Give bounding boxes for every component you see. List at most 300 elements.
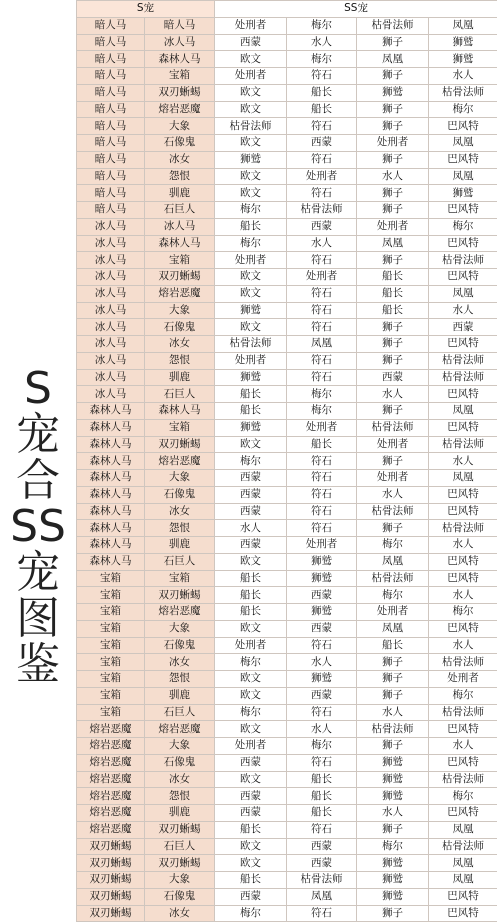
- s-pet-cell: 石像鬼: [145, 486, 215, 503]
- ss-pet-cell: 处刑者: [287, 269, 357, 286]
- s-pet-cell: 熔岩恶魔: [145, 604, 215, 621]
- ss-pet-cell: 欧文: [215, 319, 287, 336]
- ss-pet-cell: 狮鹫: [429, 185, 497, 202]
- side-title-char: 鉴: [0, 642, 76, 688]
- ss-pet-cell: 枯骨法师: [287, 202, 357, 219]
- s-pet-header: S宠: [77, 1, 215, 18]
- s-pet-cell: 宝箱: [145, 252, 215, 269]
- s-pet-cell: 暗人马: [77, 185, 145, 202]
- side-title: [0, 366, 76, 688]
- s-pet-cell: 森林人马: [77, 553, 145, 570]
- table-row: [77, 68, 497, 85]
- s-pet-cell: 森林人马: [77, 537, 145, 554]
- table-row: [77, 135, 497, 152]
- ss-pet-cell: 水人: [429, 453, 497, 470]
- s-pet-cell: 石巨人: [145, 553, 215, 570]
- ss-pet-cell: 符石: [287, 151, 357, 168]
- s-pet-cell: 石巨人: [145, 386, 215, 403]
- table-row: [77, 537, 497, 554]
- ss-pet-cell: 狮鹫: [357, 754, 429, 771]
- ss-pet-cell: 西蒙: [287, 135, 357, 152]
- table-row: [77, 51, 497, 68]
- ss-pet-cell: 凤凰: [429, 855, 497, 872]
- ss-pet-cell: 符石: [287, 352, 357, 369]
- ss-pet-cell: 欧文: [215, 185, 287, 202]
- s-pet-cell: 森林人马: [77, 403, 145, 420]
- ss-pet-cell: 凤凰: [429, 135, 497, 152]
- s-pet-cell: 石巨人: [145, 202, 215, 219]
- ss-pet-cell: 枯骨法师: [357, 570, 429, 587]
- table-row: [77, 369, 497, 386]
- ss-pet-cell: 狮子: [357, 905, 429, 922]
- ss-pet-cell: 狮子: [357, 151, 429, 168]
- s-pet-cell: 宝箱: [77, 570, 145, 587]
- ss-pet-cell: 船长: [287, 84, 357, 101]
- ss-pet-cell: 梅尔: [215, 905, 287, 922]
- ss-pet-cell: 处刑者: [357, 135, 429, 152]
- s-pet-cell: 石像鬼: [145, 888, 215, 905]
- s-pet-cell: 熔岩恶魔: [145, 721, 215, 738]
- ss-pet-cell: 枯骨法师: [357, 419, 429, 436]
- s-pet-cell: 大象: [145, 470, 215, 487]
- ss-pet-cell: 狮子: [357, 252, 429, 269]
- s-pet-cell: 双刃蜥蜴: [77, 888, 145, 905]
- ss-pet-cell: 梅尔: [287, 403, 357, 420]
- ss-pet-cell: 符石: [287, 453, 357, 470]
- ss-pet-cell: 船长: [357, 285, 429, 302]
- ss-pet-cell: 符石: [287, 302, 357, 319]
- s-pet-cell: 熔岩恶魔: [77, 754, 145, 771]
- s-pet-cell: 双刃蜥蜴: [145, 855, 215, 872]
- ss-pet-cell: 梅尔: [429, 788, 497, 805]
- s-pet-cell: 熔岩恶魔: [77, 805, 145, 822]
- ss-pet-cell: 狮子: [357, 403, 429, 420]
- ss-pet-cell: 符石: [287, 637, 357, 654]
- ss-pet-cell: 处刑者: [357, 604, 429, 621]
- ss-pet-cell: 狮子: [357, 319, 429, 336]
- ss-pet-cell: 梅尔: [429, 687, 497, 704]
- ss-pet-cell: 凤凰: [429, 17, 497, 34]
- ss-pet-cell: 船长: [287, 436, 357, 453]
- ss-pet-cell: 狮鹫: [287, 604, 357, 621]
- s-pet-cell: 熔岩恶魔: [145, 101, 215, 118]
- s-pet-cell: 冰人马: [77, 386, 145, 403]
- ss-pet-cell: 水人: [357, 805, 429, 822]
- s-pet-cell: 冰人马: [77, 218, 145, 235]
- ss-pet-cell: 水人: [357, 704, 429, 721]
- ss-pet-cell: 狮子: [357, 34, 429, 51]
- ss-pet-cell: 符石: [287, 754, 357, 771]
- ss-pet-cell: 符石: [287, 185, 357, 202]
- ss-pet-cell: 西蒙: [215, 888, 287, 905]
- ss-pet-cell: 处刑者: [215, 68, 287, 85]
- s-pet-cell: 怨恨: [145, 671, 215, 688]
- table-row: [77, 235, 497, 252]
- side-panel: [0, 0, 76, 803]
- ss-pet-cell: 梅尔: [357, 587, 429, 604]
- ss-pet-cell: 巴风特: [429, 503, 497, 520]
- ss-pet-header: SS宠: [215, 1, 497, 18]
- ss-pet-cell: 狮鹫: [357, 855, 429, 872]
- ss-pet-cell: 欧文: [215, 771, 287, 788]
- ss-pet-cell: 狮鹫: [215, 302, 287, 319]
- ss-pet-cell: 梅尔: [287, 738, 357, 755]
- ss-pet-cell: 处刑者: [287, 168, 357, 185]
- s-pet-cell: 暗人马: [77, 51, 145, 68]
- ss-pet-cell: 水人: [429, 738, 497, 755]
- ss-pet-cell: 梅尔: [429, 604, 497, 621]
- s-pet-cell: 冰人马: [77, 252, 145, 269]
- table-row: [77, 336, 497, 353]
- ss-pet-cell: 船长: [287, 771, 357, 788]
- s-pet-cell: 宝箱: [77, 587, 145, 604]
- s-pet-cell: 暗人马: [77, 151, 145, 168]
- ss-pet-cell: 欧文: [215, 721, 287, 738]
- ss-pet-cell: 符石: [287, 486, 357, 503]
- table-row: [77, 738, 497, 755]
- header-row: [77, 1, 497, 18]
- ss-pet-cell: 水人: [429, 68, 497, 85]
- s-pet-cell: 熔岩恶魔: [77, 771, 145, 788]
- ss-pet-cell: 欧文: [215, 51, 287, 68]
- ss-pet-cell: 枯骨法师: [357, 17, 429, 34]
- s-pet-cell: 宝箱: [77, 671, 145, 688]
- table-row: [77, 721, 497, 738]
- ss-pet-cell: 梅尔: [429, 101, 497, 118]
- ss-pet-cell: 梅尔: [215, 202, 287, 219]
- ss-pet-cell: 梅尔: [287, 17, 357, 34]
- table-row: [77, 252, 497, 269]
- ss-pet-cell: 凤凰: [429, 403, 497, 420]
- s-pet-cell: 怨恨: [145, 788, 215, 805]
- ss-pet-cell: 船长: [215, 218, 287, 235]
- s-pet-cell: 熔岩恶魔: [77, 738, 145, 755]
- s-pet-cell: 宝箱: [145, 419, 215, 436]
- table-row: [77, 486, 497, 503]
- table-row: [77, 118, 497, 135]
- table-row: [77, 101, 497, 118]
- s-pet-cell: 怨恨: [145, 520, 215, 537]
- side-title-char: 宠: [0, 550, 76, 596]
- ss-pet-cell: 西蒙: [287, 687, 357, 704]
- ss-pet-cell: 船长: [287, 788, 357, 805]
- ss-pet-cell: 枯骨法师: [429, 84, 497, 101]
- ss-pet-cell: 符石: [287, 503, 357, 520]
- ss-pet-cell: 欧文: [215, 838, 287, 855]
- s-pet-cell: 宝箱: [145, 68, 215, 85]
- ss-pet-cell: 狮子: [357, 352, 429, 369]
- ss-pet-cell: 狮子: [357, 821, 429, 838]
- ss-pet-cell: 欧文: [215, 168, 287, 185]
- side-title-char: 图: [0, 596, 76, 642]
- ss-pet-cell: 凤凰: [429, 872, 497, 889]
- s-pet-cell: 驯鹿: [145, 185, 215, 202]
- table-row: [77, 838, 497, 855]
- ss-pet-cell: 巴风特: [429, 888, 497, 905]
- s-pet-cell: 暗人马: [77, 84, 145, 101]
- ss-pet-cell: 符石: [287, 68, 357, 85]
- ss-pet-cell: 西蒙: [215, 503, 287, 520]
- table-row: [77, 872, 497, 889]
- s-pet-cell: 暗人马: [77, 101, 145, 118]
- table-row: [77, 319, 497, 336]
- table-row: [77, 754, 497, 771]
- ss-pet-cell: 水人: [429, 302, 497, 319]
- ss-pet-cell: 水人: [357, 168, 429, 185]
- ss-pet-cell: 欧文: [215, 671, 287, 688]
- ss-pet-cell: 梅尔: [287, 51, 357, 68]
- table-body: [77, 1, 497, 922]
- ss-pet-cell: 巴风特: [429, 151, 497, 168]
- ss-pet-cell: 处刑者: [215, 637, 287, 654]
- ss-pet-cell: 处刑者: [215, 17, 287, 34]
- ss-pet-cell: 水人: [287, 235, 357, 252]
- ss-pet-cell: 船长: [215, 872, 287, 889]
- ss-pet-cell: 凤凰: [429, 821, 497, 838]
- ss-pet-cell: 狮鹫: [357, 788, 429, 805]
- ss-pet-cell: 欧文: [215, 84, 287, 101]
- ss-pet-cell: 处刑者: [357, 218, 429, 235]
- ss-pet-cell: 欧文: [215, 285, 287, 302]
- ss-pet-cell: 巴风特: [429, 754, 497, 771]
- ss-pet-cell: 狮子: [357, 738, 429, 755]
- ss-pet-cell: 西蒙: [357, 369, 429, 386]
- ss-pet-cell: 欧文: [215, 855, 287, 872]
- ss-pet-cell: 西蒙: [215, 34, 287, 51]
- s-pet-cell: 熔岩恶魔: [77, 721, 145, 738]
- s-pet-cell: 大象: [145, 118, 215, 135]
- table-row: [77, 771, 497, 788]
- s-pet-cell: 大象: [145, 620, 215, 637]
- ss-pet-cell: 狮子: [357, 687, 429, 704]
- s-pet-cell: 冰女: [145, 905, 215, 922]
- s-pet-cell: 驯鹿: [145, 805, 215, 822]
- ss-pet-cell: 梅尔: [215, 453, 287, 470]
- ss-pet-cell: 枯骨法师: [429, 520, 497, 537]
- ss-pet-cell: 枯骨法师: [287, 872, 357, 889]
- table-row: [77, 453, 497, 470]
- ss-pet-cell: 西蒙: [215, 470, 287, 487]
- ss-pet-cell: 欧文: [215, 620, 287, 637]
- ss-pet-cell: 狮鹫: [215, 369, 287, 386]
- side-title-char: 合: [0, 458, 76, 504]
- ss-pet-cell: 水人: [429, 637, 497, 654]
- ss-pet-cell: 梅尔: [215, 704, 287, 721]
- s-pet-cell: 冰人马: [77, 235, 145, 252]
- s-pet-cell: 森林人马: [145, 51, 215, 68]
- s-pet-cell: 暗人马: [77, 168, 145, 185]
- ss-pet-cell: 梅尔: [215, 235, 287, 252]
- ss-pet-cell: 船长: [357, 637, 429, 654]
- s-pet-cell: 石像鬼: [145, 637, 215, 654]
- table-row: [77, 403, 497, 420]
- s-pet-cell: 双刃蜥蜴: [145, 84, 215, 101]
- ss-pet-cell: 船长: [287, 101, 357, 118]
- ss-pet-cell: 西蒙: [287, 587, 357, 604]
- side-title-char: SS: [0, 504, 76, 550]
- table-row: [77, 671, 497, 688]
- ss-pet-cell: 船长: [215, 821, 287, 838]
- ss-pet-cell: 水人: [287, 34, 357, 51]
- ss-pet-cell: 船长: [215, 403, 287, 420]
- s-pet-cell: 暗人马: [77, 17, 145, 34]
- s-pet-cell: 冰人马: [77, 302, 145, 319]
- s-pet-cell: 暗人马: [77, 34, 145, 51]
- s-pet-cell: 双刃蜥蜴: [145, 587, 215, 604]
- s-pet-cell: 石巨人: [145, 838, 215, 855]
- table-row: [77, 587, 497, 604]
- s-pet-cell: 宝箱: [77, 654, 145, 671]
- s-pet-cell: 熔岩恶魔: [145, 453, 215, 470]
- ss-pet-cell: 船长: [215, 386, 287, 403]
- ss-pet-cell: 狮鹫: [215, 151, 287, 168]
- ss-pet-cell: 巴风特: [429, 905, 497, 922]
- table-row: [77, 470, 497, 487]
- ss-pet-cell: 符石: [287, 704, 357, 721]
- ss-pet-cell: 凤凰: [429, 168, 497, 185]
- ss-pet-cell: 巴风特: [429, 202, 497, 219]
- s-pet-cell: 暗人马: [77, 202, 145, 219]
- ss-pet-cell: 西蒙: [215, 788, 287, 805]
- s-pet-cell: 冰人马: [77, 285, 145, 302]
- ss-pet-cell: 西蒙: [215, 805, 287, 822]
- s-pet-cell: 熔岩恶魔: [77, 821, 145, 838]
- ss-pet-cell: 枯骨法师: [429, 838, 497, 855]
- ss-pet-cell: 西蒙: [287, 855, 357, 872]
- s-pet-cell: 森林人马: [145, 403, 215, 420]
- s-pet-cell: 宝箱: [77, 704, 145, 721]
- table-row: [77, 654, 497, 671]
- s-pet-cell: 大象: [145, 302, 215, 319]
- ss-pet-cell: 枯骨法师: [429, 369, 497, 386]
- table-row: [77, 704, 497, 721]
- s-pet-cell: 森林人马: [77, 419, 145, 436]
- ss-pet-cell: 梅尔: [357, 838, 429, 855]
- ss-pet-cell: 船长: [215, 587, 287, 604]
- table-row: [77, 185, 497, 202]
- s-pet-cell: 森林人马: [77, 520, 145, 537]
- ss-pet-cell: 水人: [215, 520, 287, 537]
- ss-pet-cell: 欧文: [215, 135, 287, 152]
- ss-pet-cell: 水人: [429, 537, 497, 554]
- s-pet-cell: 双刃蜥蜴: [145, 436, 215, 453]
- ss-pet-cell: 西蒙: [429, 319, 497, 336]
- ss-pet-cell: 巴风特: [429, 419, 497, 436]
- ss-pet-cell: 梅尔: [429, 218, 497, 235]
- s-pet-cell: 石像鬼: [145, 319, 215, 336]
- ss-pet-cell: 狮鹫: [357, 84, 429, 101]
- ss-pet-cell: 狮子: [357, 101, 429, 118]
- ss-pet-cell: 处刑者: [215, 738, 287, 755]
- ss-pet-cell: 欧文: [215, 269, 287, 286]
- s-pet-cell: 冰女: [145, 151, 215, 168]
- ss-pet-cell: 梅尔: [357, 537, 429, 554]
- ss-pet-cell: 符石: [287, 118, 357, 135]
- ss-pet-cell: 西蒙: [287, 838, 357, 855]
- table-row: [77, 620, 497, 637]
- ss-pet-cell: 梅尔: [215, 654, 287, 671]
- s-pet-cell: 森林人马: [77, 453, 145, 470]
- ss-pet-cell: 狮子: [357, 453, 429, 470]
- s-pet-cell: 大象: [145, 738, 215, 755]
- side-title-char: S: [0, 366, 76, 412]
- ss-pet-cell: 巴风特: [429, 553, 497, 570]
- s-pet-cell: 双刃蜥蜴: [145, 821, 215, 838]
- table-row: [77, 84, 497, 101]
- ss-pet-cell: 狮子: [357, 671, 429, 688]
- s-pet-cell: 冰人马: [77, 269, 145, 286]
- s-pet-cell: 冰人马: [77, 336, 145, 353]
- ss-pet-cell: 水人: [357, 486, 429, 503]
- ss-pet-cell: 凤凰: [357, 235, 429, 252]
- pet-combination-table: [76, 0, 497, 803]
- ss-pet-cell: 处刑者: [357, 470, 429, 487]
- s-pet-cell: 冰人马: [145, 218, 215, 235]
- s-pet-cell: 熔岩恶魔: [77, 788, 145, 805]
- ss-pet-cell: 处刑者: [215, 252, 287, 269]
- ss-pet-cell: 狮鹫: [287, 570, 357, 587]
- s-pet-cell: 暗人马: [145, 17, 215, 34]
- ss-pet-cell: 狮鹫: [357, 888, 429, 905]
- ss-pet-cell: 巴风特: [429, 620, 497, 637]
- ss-pet-cell: 枯骨法师: [429, 352, 497, 369]
- table-row: [77, 805, 497, 822]
- ss-pet-cell: 巴风特: [429, 805, 497, 822]
- s-pet-cell: 石像鬼: [145, 754, 215, 771]
- s-pet-cell: 森林人马: [77, 486, 145, 503]
- table-row: [77, 637, 497, 654]
- ss-pet-cell: 枯骨法师: [429, 771, 497, 788]
- side-title-char: 宠: [0, 412, 76, 458]
- s-pet-cell: 冰女: [145, 503, 215, 520]
- s-pet-cell: 宝箱: [77, 637, 145, 654]
- ss-pet-cell: 西蒙: [215, 537, 287, 554]
- ss-pet-cell: 欧文: [215, 436, 287, 453]
- ss-pet-cell: 巴风特: [429, 721, 497, 738]
- ss-pet-cell: 船长: [357, 269, 429, 286]
- ss-pet-cell: 处刑者: [215, 352, 287, 369]
- ss-pet-cell: 符石: [287, 369, 357, 386]
- table-row: [77, 302, 497, 319]
- ss-pet-cell: 凤凰: [357, 51, 429, 68]
- ss-pet-cell: 巴风特: [429, 118, 497, 135]
- ss-pet-cell: 狮子: [357, 68, 429, 85]
- s-pet-cell: 驯鹿: [145, 537, 215, 554]
- ss-pet-cell: 狮子: [357, 336, 429, 353]
- table-row: [77, 419, 497, 436]
- table-row: [77, 202, 497, 219]
- ss-pet-cell: 巴风特: [429, 486, 497, 503]
- s-pet-cell: 怨恨: [145, 168, 215, 185]
- ss-pet-cell: 巴风特: [429, 336, 497, 353]
- s-pet-cell: 石巨人: [145, 704, 215, 721]
- ss-pet-cell: 枯骨法师: [357, 721, 429, 738]
- s-pet-cell: 熔岩恶魔: [145, 285, 215, 302]
- ss-pet-cell: 处刑者: [357, 436, 429, 453]
- ss-pet-cell: 凤凰: [287, 888, 357, 905]
- ss-pet-cell: 处刑者: [429, 671, 497, 688]
- table-row: [77, 553, 497, 570]
- s-pet-cell: 宝箱: [77, 687, 145, 704]
- s-pet-cell: 森林人马: [77, 436, 145, 453]
- ss-pet-cell: 符石: [287, 285, 357, 302]
- ss-pet-cell: 水人: [287, 721, 357, 738]
- s-pet-cell: 驯鹿: [145, 687, 215, 704]
- s-pet-cell: 冰女: [145, 654, 215, 671]
- s-pet-cell: 双刃蜥蜴: [77, 838, 145, 855]
- ss-pet-cell: 处刑者: [287, 537, 357, 554]
- ss-pet-cell: 枯骨法师: [429, 436, 497, 453]
